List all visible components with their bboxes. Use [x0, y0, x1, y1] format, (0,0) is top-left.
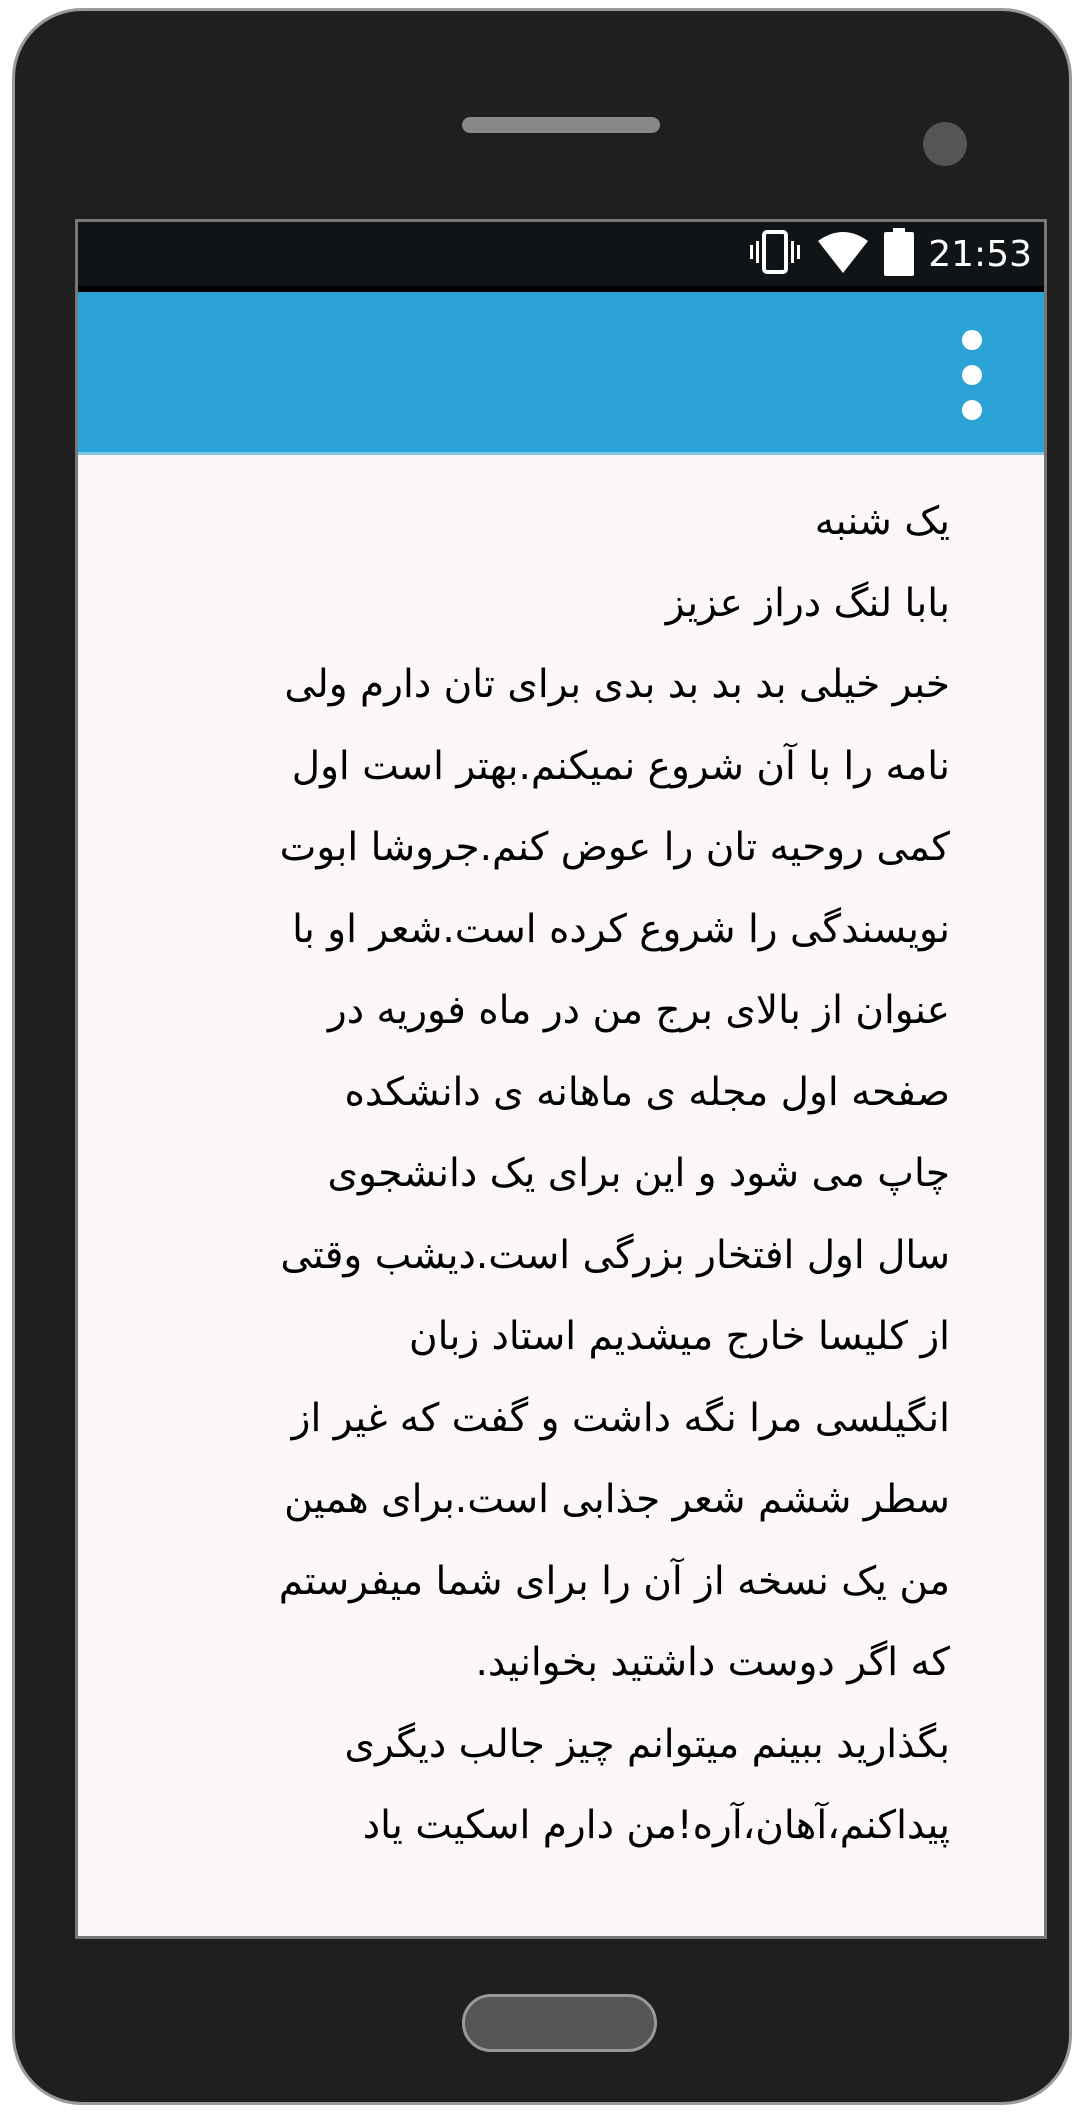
text-line: یک شنبه: [814, 499, 950, 544]
text-line: خبر خیلی بد بد بد بدی برای تان دارم ولی: [284, 662, 950, 707]
overflow-menu-icon[interactable]: [960, 330, 984, 420]
phone-frame: [12, 8, 1072, 2105]
text-line: من یک نسخه از آن را برای شما میفرستم: [278, 1558, 950, 1604]
status-icons: [748, 230, 1032, 278]
text-line: نویسندگی را شروع کرده است.شعر او با: [292, 906, 950, 952]
text-line: سال اول افتخار بزرگی است.دیشب وقتی: [280, 1232, 950, 1278]
text-line: صفحه اول مجله ی ماهانه ی دانشکده: [344, 1069, 950, 1115]
text-line: بابا لنگ دراز عزیز: [665, 580, 950, 626]
text-line: که اگر دوست داشتید بخوانید.: [475, 1640, 950, 1685]
text-line: انگیلسی مرا نگه داشت و گفت که غیر از: [291, 1395, 950, 1441]
text-line: پیداکنم،آهان،آره!من دارم اسکیت یاد: [362, 1803, 950, 1848]
vibrate-icon: [748, 229, 802, 279]
screen: [75, 219, 1047, 1939]
front-camera: [923, 122, 967, 166]
status-bar: [78, 222, 1044, 292]
wifi-icon: [816, 229, 870, 279]
battery-icon: [884, 228, 914, 280]
text-line: عنوان از بالای برج من در ماه فوریه در: [327, 988, 950, 1033]
text-line: بگذارید ببینم میتوانم چیز جالب دیگری: [344, 1721, 950, 1767]
text-line: کمی روحیه تان را عوض کنم.جروشا ابوت: [279, 825, 950, 870]
text-line: نامه را با آن شروع نمیکنم.بهتر است اول: [291, 743, 950, 789]
app-bar: [78, 292, 1044, 455]
text-line: چاپ می شود و این برای یک دانشجوی: [327, 1151, 950, 1196]
speaker-grille: [462, 117, 660, 133]
text-line: از کلیسا خارج میشدیم استاد زبان: [408, 1314, 950, 1359]
text-line: سطر ششم شعر جذابی است.برای همین: [284, 1477, 950, 1522]
home-button[interactable]: [462, 1994, 657, 2052]
clock: 21:53: [928, 233, 1032, 275]
letter-text: [78, 455, 1044, 1936]
